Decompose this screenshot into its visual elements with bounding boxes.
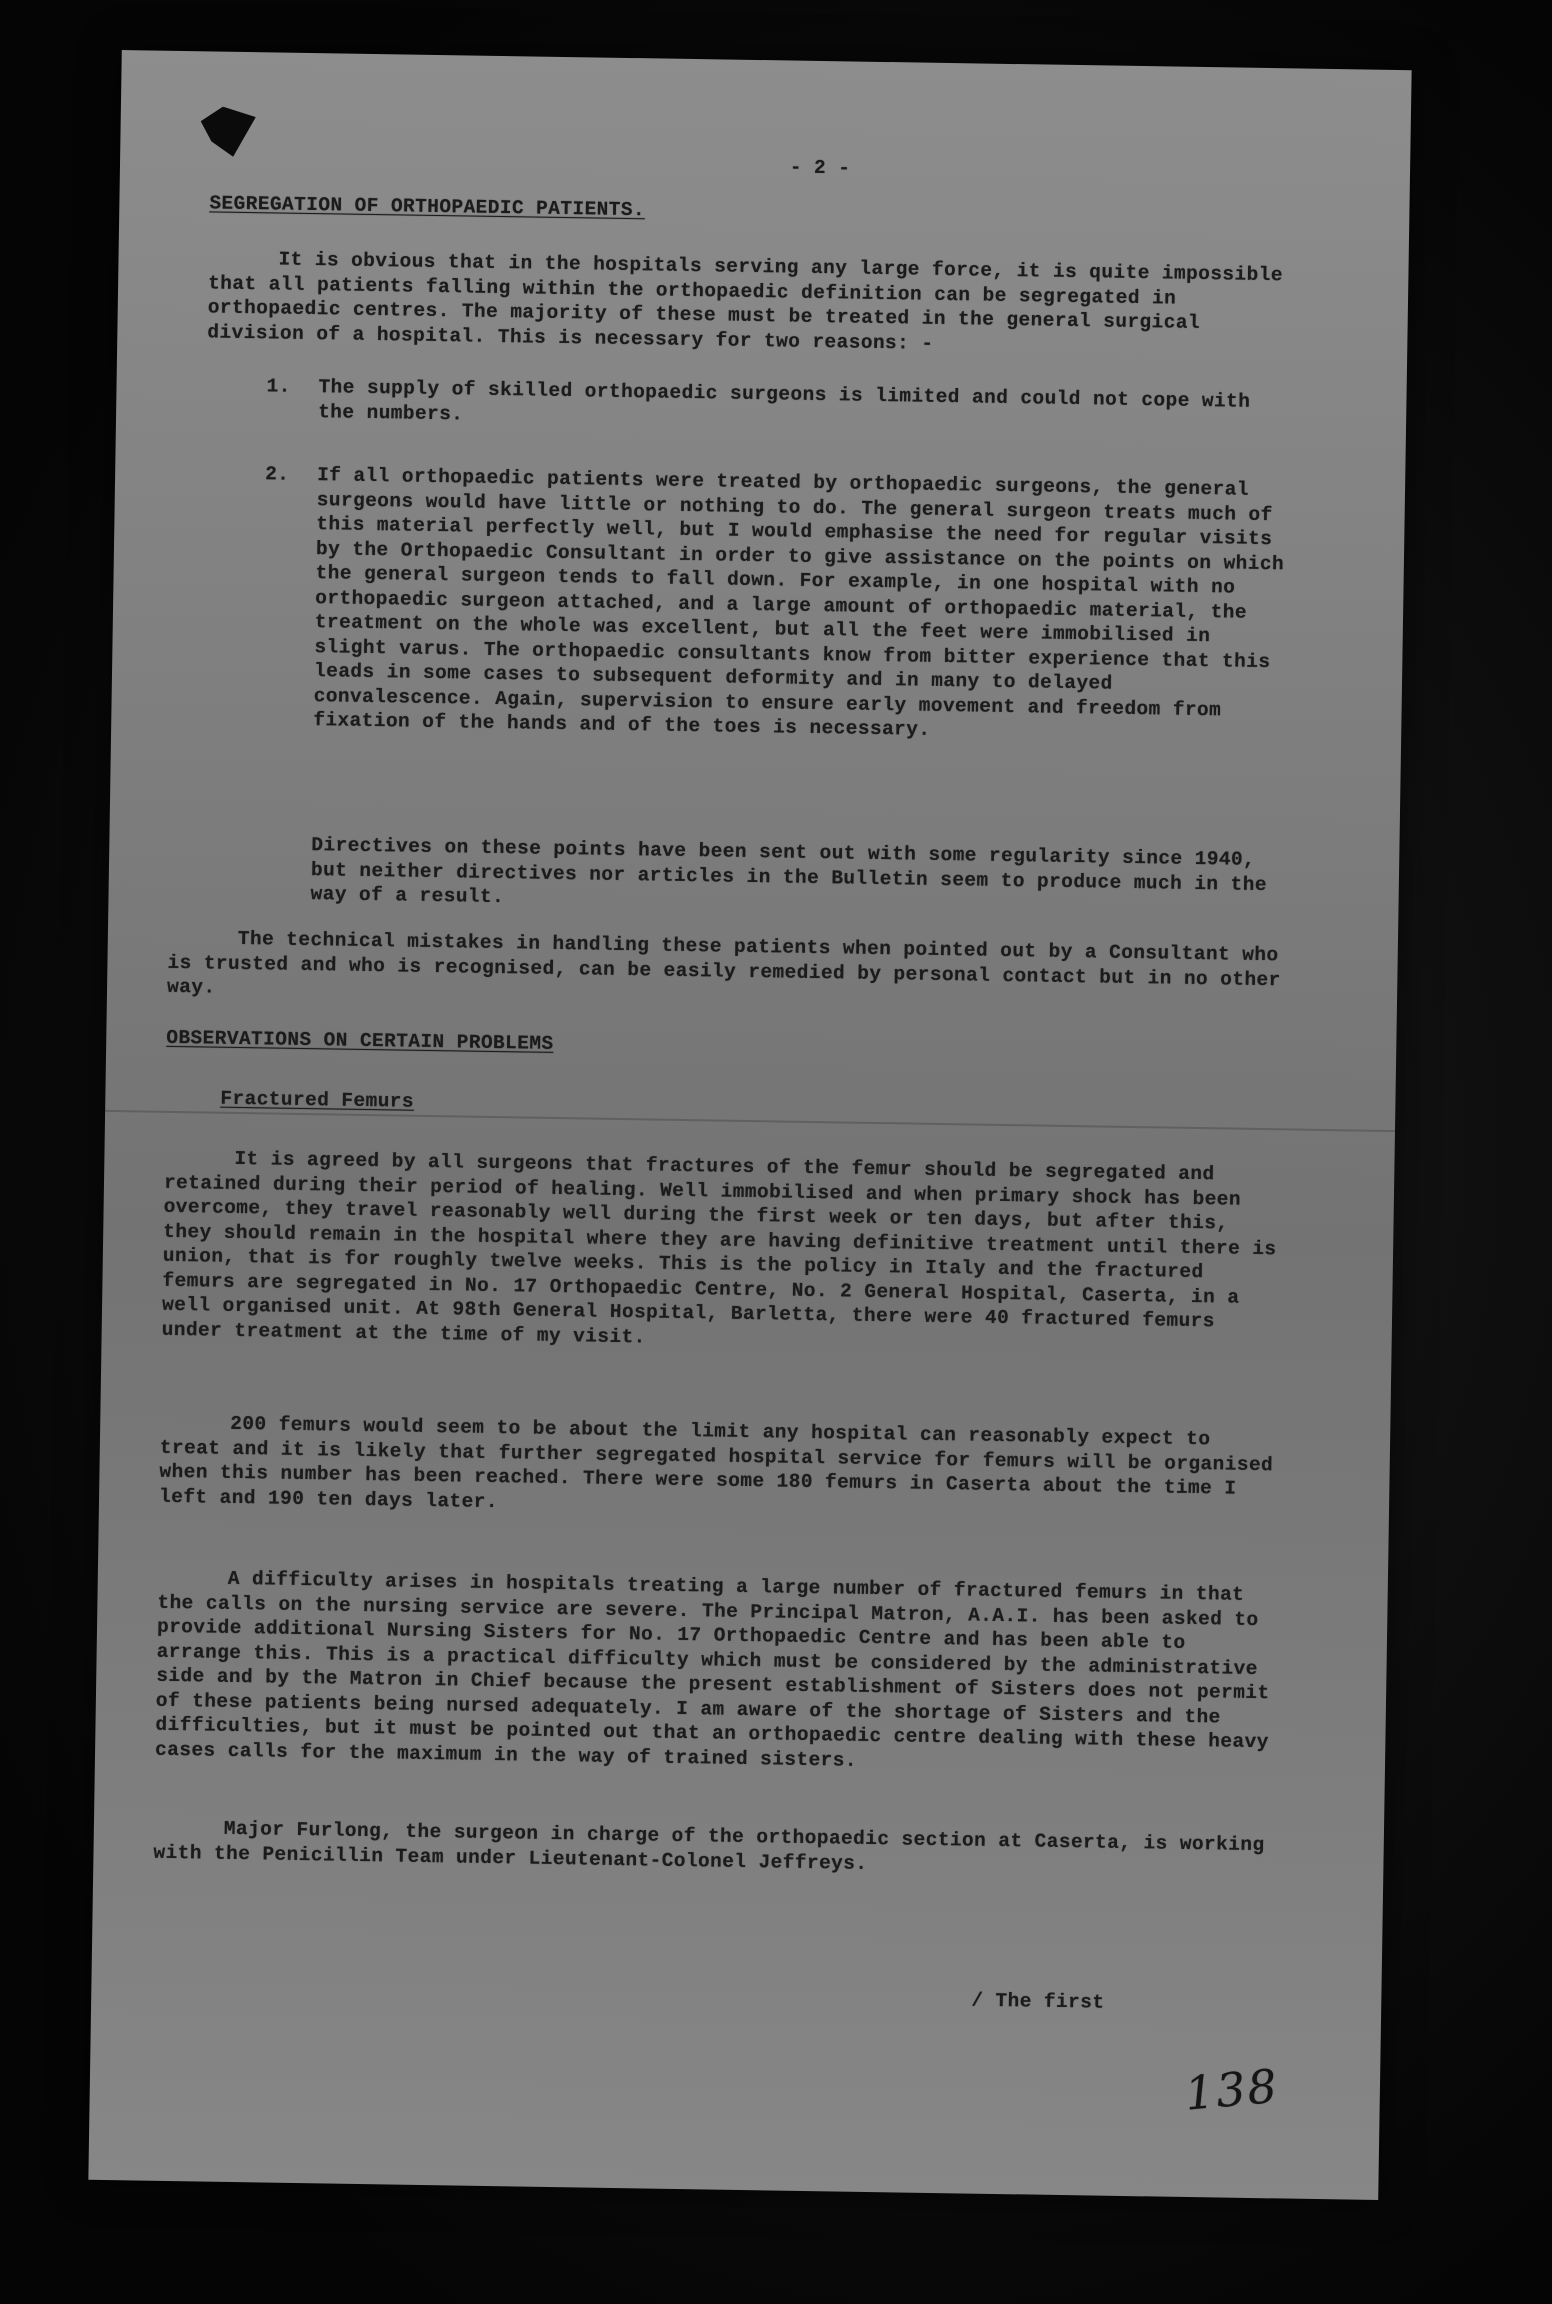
page-text bbox=[88, 50, 1411, 2200]
femur-paragraph-3: A difficulty arises in hospitals treating a large number of fractured femurs in that the calls on the nursing service are severe. The Principal Matron, A.A.I. has been asked to provide additional Nursing Sisters for No. 17 Orthopaedic Centre and has been able to arrange this. This is a practical difficulty which must be considered by the administrative side and by the Matron in Chief because the present establishment of Sisters does not permit of these patients being nursed adequately. I am aware of the shortage of Sisters and the difficulties, but it must be pointed out that an orthopaedic centre dealing with these heavy cases calls for the maximum in the way of trained sisters. bbox=[154, 1567, 1270, 1772]
femur-paragraph-4: Major Furlong, the surgeon in charge of the orthopaedic section at Caserta, is working with the Penicillin Team under Lieutenant-Colonel Jeffreys. bbox=[153, 1817, 1265, 1875]
document-page bbox=[88, 50, 1411, 2200]
item-number: 2. bbox=[264, 463, 290, 486]
intro-paragraph: It is obvious that in the hospitals serving any large force, it is quite impossible that all patients falling within the orthopaedic definition can be segregated in orthopaedic centres. The majority of these must be treated in the general surgical division of a hospital. This is necessary for two reasons: - bbox=[207, 248, 1284, 355]
handwritten-folio-number: 138 bbox=[1182, 2058, 1281, 2121]
item-number: 1. bbox=[266, 375, 291, 398]
femur-paragraph-1: It is agreed by all surgeons that fractures of the femur should be segregated and retained during their period of healing. Well immobilised and when primary shock has been overcome, they travel reasonably well during the first week or ten days, but after this, they should remain in the hospital where they are having definitive treatment until there is union, that is for roughly twelve weeks. This is the policy in Italy and the fractured femurs are segregated in No. 17 Orthopaedic Centre, No. 2 General Hospital, Caserta, in a well organised unit. At 98th General Hospital, Barletta, there were 40 fractured femurs under treatment at the time of my visit. bbox=[161, 1147, 1277, 1348]
item-text: The supply of skilled orthopaedic surgeons is limited and could not cope with the numbers. bbox=[317, 376, 1251, 425]
subheading-fractured-femurs: Fractured Femurs bbox=[220, 1087, 415, 1113]
numbered-item-1 bbox=[266, 374, 1297, 450]
page-number: - 2 - bbox=[789, 156, 851, 180]
femur-paragraph-2: 200 femurs would seem to be about the limit any hospital can reasonably expect to treat and it is likely that further segregated hospital service for femurs will be organised when this number has been reached. There were some 180 femurs in Caserta about the time I left and 190 ten days later. bbox=[158, 1412, 1274, 1513]
continuation-signoff: / The first bbox=[971, 1989, 1105, 2014]
item-text: If all orthopaedic patients were treated by orthopaedic surgeons, the general surgeons would have little or nothing to do. The general surgeon treats much of this material perfectly well, but I would emphasise the need for regular visits by the Orthopaedic Consultant in order to give assistance on the points on which the general surgeon tends to fall down. For example, in one hospital with no orthopaedic surgeon attached, and a large amount of orthopaedic material, the treatment on the whole was excellent, but all the feet were immobilised in slight varus. The orthopaedic consultants know from bitter experience that this leads in some cases to subsequent deformity and in many to delayed convalescence. Again, supervision to ensure early movement and freedom from fixation of the hands and of the toes is necessary. bbox=[313, 464, 1285, 741]
numbered-item-2 bbox=[260, 462, 1295, 818]
directives-paragraph: Directives on these points have been sent out with some regularity since 1940, but neither directives nor articles in the Bulletin seem to produce much in the way of a result. bbox=[310, 834, 1268, 909]
section-heading-observations: OBSERVATIONS ON CERTAIN PROBLEMS bbox=[166, 1026, 554, 1055]
technical-mistakes-paragraph: The technical mistakes in handling these patients when pointed out by a Consultant who is trusted and who is recognised, can be easily remedied by personal contact but in no other way. bbox=[166, 927, 1281, 999]
section-heading-segregation: SEGREGATION OF ORTHOPAEDIC PATIENTS. bbox=[209, 192, 646, 222]
